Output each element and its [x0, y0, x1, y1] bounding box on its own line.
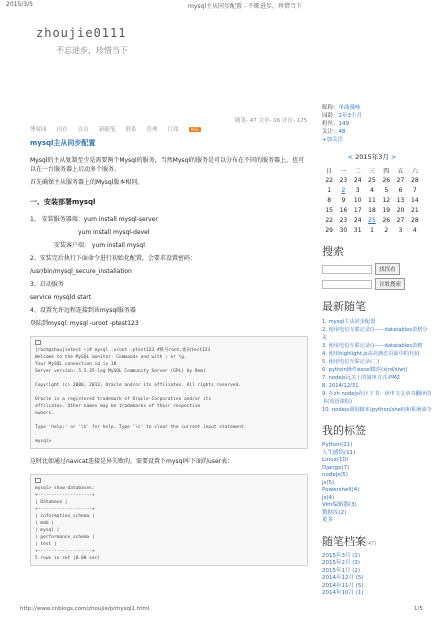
note-user-table: 这时比如通过navicat连接是异失败的，需要设置下mysql库下面的user表：	[30, 458, 234, 465]
site-slogan: 不忘进步，珍惜当下	[56, 46, 128, 55]
recent-post-link[interactable]: 2. 使用电信互联记录()——datatables表格分页	[322, 327, 428, 341]
calendar-day: 4	[412, 226, 417, 234]
blog-stats: 随笔- 47 文章- 16 评论- 175	[235, 118, 308, 124]
profile-nickname	[322, 104, 432, 112]
calendar-day: 13	[396, 196, 405, 204]
archive-list	[322, 553, 432, 598]
profile-age	[322, 112, 432, 120]
calendar-day: 5	[384, 186, 389, 194]
step-1c: 安装客户端： yum install mysql	[54, 242, 145, 249]
code-line: mysql> show databases;	[35, 486, 95, 491]
code-line: Type 'help;' or '\h' for help. Type '\c' to clear the current input statement.	[35, 425, 247, 430]
recent-posts-title: 最新随笔	[322, 300, 366, 313]
copy-code-icon[interactable]	[35, 478, 41, 483]
calendar-caption	[322, 152, 422, 161]
rss-icon[interactable]: RSS	[190, 127, 199, 132]
code-line: +--------------------+	[35, 507, 95, 512]
recent-post-link[interactable]: 8. 2014/12/31	[322, 383, 359, 389]
calendar-day: 20	[396, 206, 405, 214]
code-line	[35, 417, 303, 424]
code-line: Oracle is a registered trademark of Oracle Corporation and/or its	[35, 397, 212, 402]
code-line: +--------------------+	[35, 493, 95, 498]
calendar-day: 9	[341, 196, 346, 204]
archive-title	[322, 533, 432, 549]
browser-print-header	[0, 0, 440, 18]
calendar-month: 2015年3月	[355, 153, 389, 161]
code-line	[35, 431, 303, 438]
tag-link[interactable]: 更多	[322, 517, 334, 523]
calendar-day: 24	[353, 176, 362, 184]
profile-value[interactable]: 单曲漫咏	[338, 105, 361, 111]
archive-link[interactable]: 2015年1月 (2)	[322, 567, 361, 574]
calendar-day: 27	[396, 176, 405, 184]
tag-link[interactable]: Powershell(4)	[322, 487, 360, 493]
calendar-day: 23	[339, 176, 348, 184]
calendar-day: 14	[411, 196, 419, 204]
site-name[interactable]: zhoujie0111	[36, 26, 127, 40]
print-page-number: 1/5	[414, 606, 423, 612]
nav-contact[interactable]: 联系	[125, 127, 137, 133]
search-input[interactable]	[322, 265, 372, 274]
calendar-weekday: 日	[326, 167, 333, 175]
calendar	[322, 152, 422, 235]
code-line: mysql>	[35, 439, 52, 444]
google-search-input[interactable]	[322, 280, 372, 289]
archive-link[interactable]: 2015年2月 (3)	[322, 560, 361, 566]
calendar-day: 6	[398, 186, 403, 194]
recent-post-link[interactable]: 9. 在zh nodejs社区下书：读申文文章书翻译的书(英语课程)	[322, 391, 432, 405]
nav-cnblogs[interactable]: 博客园	[30, 127, 47, 133]
code-line: affiliates. Other names may be trademarks of their respective	[35, 404, 201, 409]
calendar-day: 28	[411, 216, 419, 224]
nav-flash[interactable]: 闪存	[56, 127, 68, 133]
step-2-cmd: /usr/bin/mysql_secure_installation	[30, 268, 132, 275]
code-lines	[35, 347, 303, 445]
print-footer-url: http://www.cnblogs.com/zhoujie/p/mysql1.html	[20, 606, 150, 612]
code-line: Server version: 5.5.35-log MySQL Community Server (GPL) by Remi	[35, 369, 206, 374]
code-line: | test |	[35, 542, 57, 547]
nav-home[interactable]: 首页	[77, 127, 89, 133]
calendar-weekday: 三	[368, 167, 375, 175]
calendar-day[interactable]: 25	[368, 216, 376, 224]
step-4: 4、设置允许远程连接到该mysql服务器	[30, 307, 136, 314]
step-2: 2、安装完后执行下面命令进行初始化配置，会要求设置密码：	[30, 255, 196, 262]
calendar-day: 10	[353, 196, 362, 204]
code-line: +--------------------+	[35, 549, 95, 554]
calendar-day: 3	[355, 186, 360, 194]
calendar-prev[interactable]: <	[347, 153, 354, 161]
archive-link[interactable]: 2014年10月 (1)	[322, 590, 364, 596]
print-date: 2015/3/5	[6, 1, 33, 8]
calendar-day: 1	[327, 186, 332, 194]
code-line: | mysql |	[35, 528, 60, 533]
recent-post-link[interactable]: 10. nodejs调用脚本(python/shell)和系统命令	[322, 407, 432, 413]
nav-new-post[interactable]: 新随笔	[98, 127, 116, 133]
step-3: 3、启动服务	[30, 281, 64, 288]
blog-nav	[30, 116, 308, 133]
copy-code-icon[interactable]	[35, 340, 41, 345]
code-lines	[35, 485, 303, 562]
google-search-button[interactable]: 谷歌搜索	[375, 278, 405, 290]
calendar-day: 27	[396, 216, 405, 224]
calendar-day: 19	[382, 206, 391, 214]
calendar-day: 22	[325, 176, 333, 184]
code-line: | Database |	[35, 500, 68, 505]
calendar-weekday: 一	[340, 167, 347, 175]
calendar-weekday: 五	[397, 167, 404, 175]
code-line: Copyright (c) 2000, 2013, Oracle and/or its affiliates. All rights reserved.	[35, 383, 241, 388]
step-1: 1、 安装服务器端：yum install mysql-server	[30, 216, 158, 223]
profile-following	[322, 128, 432, 136]
google-search-row	[322, 278, 432, 290]
calendar-weekday: 四	[383, 167, 390, 175]
code-line: Welcome to the MySQL monitor. Commands end with ; or \g.	[35, 355, 187, 360]
code-line: | information_schema |	[35, 514, 95, 519]
profile-fans	[322, 120, 432, 128]
recent-post-link[interactable]: 7. nodejs远关上的简单方式-PM2	[322, 375, 400, 381]
tags-title: 我的标签	[322, 424, 366, 437]
calendar-day[interactable]: 2	[341, 186, 346, 194]
code-line: [root@zhoujietest ~]# mysql -uroot -ptest123 #帐号root,密码test123	[35, 348, 211, 353]
profile-label: 粉丝：	[322, 121, 339, 127]
profile-label: 园龄：	[322, 113, 339, 119]
recent-post-link[interactable]: 5. 使用电信互联记录(二)	[322, 359, 380, 365]
profile-value[interactable]: 2年3个月	[338, 113, 363, 119]
calendar-next[interactable]: >	[390, 153, 397, 161]
code-line: owners.	[35, 411, 54, 416]
search-title: 搜索	[322, 245, 344, 258]
post-title[interactable]	[30, 138, 308, 148]
blog-header	[36, 26, 128, 56]
calendar-day: 22	[325, 216, 333, 224]
calendar-day: 7	[412, 186, 417, 194]
recent-post-link[interactable]: 6. python操作excel模块(xlrd/xlwt)	[322, 367, 408, 373]
calendar-day: 29	[325, 226, 333, 234]
calendar-day: 21	[411, 206, 419, 214]
calendar-day: 4	[370, 186, 374, 194]
sidebar	[322, 104, 432, 598]
code-line: | performance_schema |	[35, 535, 95, 540]
calendar-day: 17	[353, 206, 362, 214]
code-line: 5 rows in set (0.00 sec)	[35, 556, 101, 561]
tag-link[interactable]: js(4)	[322, 494, 335, 501]
recent-post-link[interactable]: 1. mysql主从同步配置	[322, 319, 376, 325]
tags-list	[322, 442, 432, 525]
step-4-cmd: 登陆到mysql: mysql -uroot -ptest123	[30, 320, 139, 327]
calendar-weekday: 六	[411, 167, 418, 175]
profile-value[interactable]: 149	[338, 121, 350, 127]
code-line: Your MySQL connection id is 18	[35, 362, 117, 367]
post-intro-1: Mysql的主从复制至少是需要两个Mysql的服务，当然Mysql的服务是可以分布在不同的服务器上，也可以在一台服务器上启动多个服务。	[30, 157, 304, 173]
tag-link[interactable]: js(5)	[322, 479, 335, 486]
profile-value[interactable]: 48	[338, 129, 346, 135]
step-1b: yum install mysql-devel	[78, 229, 150, 236]
search-button[interactable]: 找找看	[375, 263, 400, 275]
calendar-weekday: 二	[354, 167, 361, 175]
archive-link[interactable]: 2014年12月 (5)	[322, 575, 364, 581]
calendar-day: 24	[353, 216, 362, 224]
calendar-day: 25	[368, 176, 376, 184]
calendar-day: 12	[382, 196, 391, 204]
calendar-day: 31	[353, 226, 362, 234]
tag-link[interactable]: 数据库(2)	[322, 509, 347, 516]
calendar-day: 18	[368, 206, 376, 214]
calendar-day: 2	[384, 226, 389, 234]
calendar-day: 26	[382, 216, 391, 224]
nav-subscribe[interactable]: 订阅	[167, 127, 179, 133]
code-block-login[interactable]	[30, 336, 308, 449]
calendar-day: 30	[339, 226, 348, 234]
calendar-day: 28	[411, 176, 419, 184]
code-line	[35, 389, 303, 396]
calendar-day: 16	[339, 206, 348, 214]
print-title: mysql主从同步配置 - 不断进步，珍惜当下	[188, 3, 302, 10]
profile-label: 昵称：	[322, 105, 339, 111]
calendar-day: 26	[382, 176, 391, 184]
follow-button[interactable]: +加关注	[322, 137, 344, 143]
profile-label: 关注：	[322, 129, 339, 135]
calendar-day: 15	[325, 206, 333, 214]
tag-link[interactable]: Linux(10)	[322, 457, 349, 463]
archive-count: (47)	[366, 540, 377, 547]
tag-link[interactable]: Vim编辑器(3)	[322, 502, 357, 508]
tag-link[interactable]: nodejs(5)	[322, 472, 348, 478]
tag-link[interactable]: Django(7)	[322, 464, 350, 471]
nav-admin[interactable]: 管理	[146, 127, 158, 133]
tag-link[interactable]: 人生感悟(11)	[322, 449, 356, 456]
calendar-day: 3	[398, 226, 403, 234]
code-line	[35, 375, 303, 382]
code-block-databases[interactable]	[30, 474, 308, 566]
post-title-text[interactable]: mysql主从同步配置	[30, 139, 96, 147]
calendar-day: 8	[327, 196, 332, 204]
archive-link[interactable]: 2014年11月 (5)	[322, 582, 364, 589]
step-3-cmd: service mysqld start	[30, 294, 92, 301]
section-heading: 一、安装部署mysql	[30, 198, 96, 206]
post-body	[30, 138, 308, 566]
tag-link[interactable]: Python(21)	[322, 442, 353, 448]
calendar-day: 1	[370, 226, 374, 234]
search-row	[322, 263, 432, 275]
calendar-grid	[322, 165, 422, 235]
recent-post-link[interactable]: 3. 使用电信互联记录()——datatables表格	[322, 343, 423, 349]
recent-post-link[interactable]: 4. 使用highlight.js高亮静态页面中的代码	[322, 351, 420, 357]
profile-info	[322, 104, 432, 144]
recent-posts-list	[322, 318, 432, 414]
post-intro-2: 首先确保主从服务器上的Mysql版本相同。	[30, 179, 144, 186]
archive-title-text: 随笔档案	[322, 534, 366, 548]
code-line: | mmb |	[35, 521, 54, 526]
calendar-day: 11	[368, 196, 376, 204]
archive-link[interactable]: 2015年3月 (2)	[322, 552, 361, 559]
calendar-day: 23	[339, 216, 348, 224]
